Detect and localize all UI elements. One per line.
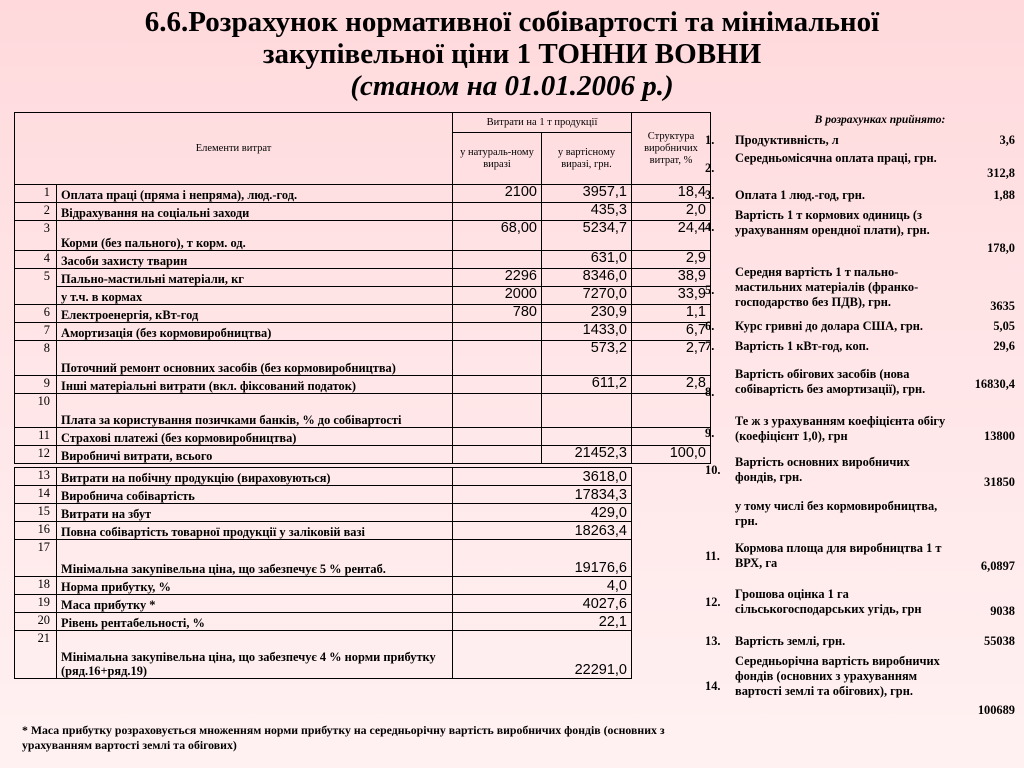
row-number: 2 xyxy=(15,203,57,221)
structure-value xyxy=(632,394,711,428)
empty-cell xyxy=(632,595,711,613)
cost-value: 22291,0 xyxy=(453,631,632,679)
assumption-number: 1. xyxy=(705,133,715,147)
structure-value: 6,7 xyxy=(632,323,711,341)
cost-value: 429,0 xyxy=(453,504,632,522)
row-number xyxy=(15,287,57,305)
assumption-number: 4. xyxy=(705,220,715,234)
cost-value: 18263,4 xyxy=(453,522,632,540)
table-row xyxy=(15,613,711,631)
assumption-value: 29,6 xyxy=(993,339,1015,353)
assumption-text: Середня вартість 1 т пально-мастильних матеріалів (франко-господарство без ПДВ), грн. xyxy=(735,265,919,309)
natural-value: 68,00 xyxy=(453,221,542,251)
cost-value: 573,2 xyxy=(542,341,632,376)
row-number: 14 xyxy=(15,486,57,504)
row-label: Електроенергія, кВт-год xyxy=(57,305,453,323)
assumption-text: Те ж з урахуванням коефіцієнта обігу (коефіцієнт 1,0), грн xyxy=(735,414,946,443)
natural-value xyxy=(453,251,542,269)
assumption-number: 12. xyxy=(705,595,721,609)
row-number: 21 xyxy=(15,631,57,679)
row-label: Повна собівартість товарної продукції у заліковій вазі xyxy=(57,522,453,540)
structure-value: 2,9 xyxy=(632,251,711,269)
empty-cell xyxy=(632,631,711,679)
row-label: у т.ч. в кормах xyxy=(57,287,453,305)
empty-cell xyxy=(632,468,711,486)
row-number: 11 xyxy=(15,428,57,446)
row-number: 13 xyxy=(15,468,57,486)
cost-value: 4,0 xyxy=(453,577,632,595)
assumption-number: 2. xyxy=(705,161,715,175)
header-costs: Витрати на 1 т продукції xyxy=(453,113,632,133)
table-row xyxy=(15,203,711,221)
row-number: 12 xyxy=(15,446,57,464)
row-number: 8 xyxy=(15,341,57,376)
row-number: 17 xyxy=(15,540,57,577)
structure-value: 2,7 xyxy=(632,341,711,376)
table-row xyxy=(15,376,711,394)
cost-value xyxy=(542,428,632,446)
natural-value: 2100 xyxy=(453,185,542,203)
assumption-text: у тому числі без кормовиробництва, грн. xyxy=(735,499,938,528)
row-number: 6 xyxy=(15,305,57,323)
assumption-number: 9. xyxy=(705,426,715,440)
row-number: 9 xyxy=(15,376,57,394)
assumption-number: 5. xyxy=(705,283,715,297)
assumption-text: Вартість 1 т кормових одиниць (з урахуванням орендної плати), грн. xyxy=(735,208,930,237)
header-natural: у натураль-ному виразі xyxy=(453,133,542,185)
row-label: Мінімальна закупівельна ціна, що забезпечує 4 % норми прибутку (ряд.16+ряд.19) xyxy=(57,631,453,679)
row-number: 18 xyxy=(15,577,57,595)
assumption-number: 6. xyxy=(705,319,715,333)
row-label: Пально-мастильні матеріали, кг xyxy=(57,269,453,287)
assumption-text: Кормова площа для виробництва 1 т ВРХ, га xyxy=(735,541,942,570)
natural-value: 2000 xyxy=(453,287,542,305)
cost-value xyxy=(542,394,632,428)
empty-cell xyxy=(632,486,711,504)
title-line-3: (станом на 01.01.2006 р.) xyxy=(350,70,674,102)
row-label: Рівень рентабельності, % xyxy=(57,613,453,631)
table-row xyxy=(15,446,711,464)
row-number: 15 xyxy=(15,504,57,522)
row-label: Виробнича собівартість xyxy=(57,486,453,504)
title-line-1: 6.6.Розрахунок нормативної собівартості та мінімальної xyxy=(144,6,880,38)
assumptions-panel xyxy=(701,113,1019,717)
natural-value xyxy=(453,394,542,428)
assumption-text: Вартість обігових засобів (нова собівартість без амортизації), грн. xyxy=(735,367,926,396)
assumption-value: 100689 xyxy=(977,703,1015,717)
assumption-number: 7. xyxy=(705,339,715,353)
assumption-value: 16830,4 xyxy=(974,377,1015,391)
natural-value xyxy=(453,376,542,394)
assumption-text: Вартість землі, грн. xyxy=(735,634,846,648)
assumption-value: 5,05 xyxy=(993,319,1015,333)
header-value: у вартісному виразі, грн. xyxy=(542,133,632,185)
cost-value: 611,2 xyxy=(542,376,632,394)
assumptions-heading: В розрахунках прийнято: xyxy=(814,114,946,126)
structure-value xyxy=(632,428,711,446)
cost-value: 3618,0 xyxy=(453,468,632,486)
row-label: Страхові платежі (без кормовиробництва) xyxy=(57,428,453,446)
natural-value xyxy=(453,203,542,221)
row-label: Корми (без пального), т корм. од. xyxy=(57,221,453,251)
cost-value: 22,1 xyxy=(453,613,632,631)
natural-value xyxy=(453,341,542,376)
assumption-value: 13800 xyxy=(984,429,1015,443)
assumption-text: Середньорічна вартість виробничих фондів (основних з урахуванням вартості землі та обігових), грн. xyxy=(735,654,940,698)
assumption-number: 8. xyxy=(705,385,715,399)
empty-cell xyxy=(632,504,711,522)
assumption-number: 13. xyxy=(705,634,721,648)
cost-value: 3957,1 xyxy=(542,185,632,203)
title-line-2: закупівельної ціни 1 ТОННИ ВОВНИ xyxy=(262,38,762,70)
structure-value: 2,0 xyxy=(632,203,711,221)
cost-value: 435,3 xyxy=(542,203,632,221)
assumption-text: Вартість 1 кВт-год, коп. xyxy=(735,339,869,353)
table-row xyxy=(15,577,711,595)
assumption-number: 3. xyxy=(705,188,715,202)
structure-value: 100,0 xyxy=(632,446,711,464)
assumption-text: Курс гривні до долара США, грн. xyxy=(735,319,924,333)
natural-value xyxy=(453,428,542,446)
row-label: Інші матеріальні витрати (вкл. фіксований податок) xyxy=(57,376,453,394)
assumption-text: Продуктивність, л xyxy=(735,133,839,147)
row-label: Поточний ремонт основних засобів (без кормовиробництва) xyxy=(57,341,453,376)
structure-value: 24,4 xyxy=(632,221,711,251)
row-label: Витрати на побічну продукцію (вираховуються) xyxy=(57,468,453,486)
cost-value: 230,9 xyxy=(542,305,632,323)
header-structure: Структура виробничих витрат, % xyxy=(632,113,711,185)
table-row xyxy=(15,287,711,305)
table-row xyxy=(15,305,711,323)
footnote: * Маса прибутку розраховується множенням норми прибутку на середньорічну вартість виробничих фондів (основних з урахуванням вартості землі та обігових) xyxy=(22,723,665,752)
assumption-number: 11. xyxy=(705,549,720,563)
assumption-value: 6,0897 xyxy=(980,559,1015,573)
assumption-value: 312,8 xyxy=(987,166,1015,180)
table-row xyxy=(15,341,711,376)
table-row xyxy=(15,631,711,679)
table-row xyxy=(15,504,711,522)
cost-value: 4027,6 xyxy=(453,595,632,613)
row-label: Витрати на збут xyxy=(57,504,453,522)
cost-value: 21452,3 xyxy=(542,446,632,464)
table-row xyxy=(15,522,711,540)
cost-table xyxy=(14,112,711,679)
cost-value: 8346,0 xyxy=(542,269,632,287)
cost-value: 19176,6 xyxy=(453,540,632,577)
table-row xyxy=(15,251,711,269)
table-row xyxy=(15,486,711,504)
empty-cell xyxy=(632,613,711,631)
natural-value: 780 xyxy=(453,305,542,323)
row-number: 10 xyxy=(15,394,57,428)
assumption-text: Грошова оцінка 1 га сільськогосподарських угідь, грн xyxy=(735,587,922,616)
assumption-value: 178,0 xyxy=(987,241,1015,255)
row-number: 16 xyxy=(15,522,57,540)
assumption-value: 9038 xyxy=(990,604,1015,618)
assumption-value: 3,6 xyxy=(999,133,1015,147)
row-label: Виробничі витрати, всього xyxy=(57,446,453,464)
table-row xyxy=(15,394,711,428)
assumption-text: Вартість основних виробничих фондів, грн. xyxy=(735,455,910,484)
cost-value: 7270,0 xyxy=(542,287,632,305)
table-row xyxy=(15,468,711,486)
header-elements: Елементи витрат xyxy=(15,113,453,185)
table-row xyxy=(15,540,711,577)
assumption-value: 31850 xyxy=(984,475,1015,489)
natural-value xyxy=(453,446,542,464)
row-label: Відрахування на соціальні заходи xyxy=(57,203,453,221)
table-row xyxy=(15,269,711,287)
empty-cell xyxy=(632,540,711,577)
row-label: Оплата праці (пряма і непряма), люд.-год. xyxy=(57,185,453,203)
row-label: Норма прибутку, % xyxy=(57,577,453,595)
natural-value xyxy=(453,323,542,341)
cost-value: 17834,3 xyxy=(453,486,632,504)
row-label: Маса прибутку * xyxy=(57,595,453,613)
assumption-text: Оплата 1 люд.-год, грн. xyxy=(735,188,866,202)
table-row xyxy=(15,323,711,341)
structure-value: 1,1 xyxy=(632,305,711,323)
assumption-value: 3635 xyxy=(990,299,1015,313)
cost-value: 1433,0 xyxy=(542,323,632,341)
row-label: Мінімальна закупівельна ціна, що забезпечує 5 % рентаб. xyxy=(57,540,453,577)
row-number: 4 xyxy=(15,251,57,269)
structure-value: 33,9 xyxy=(632,287,711,305)
assumption-number: 10. xyxy=(705,463,721,477)
cost-value: 5234,7 xyxy=(542,221,632,251)
structure-value: 38,9 xyxy=(632,269,711,287)
row-number: 3 xyxy=(15,221,57,251)
page-title xyxy=(0,6,1024,102)
assumption-value: 55038 xyxy=(984,634,1015,648)
row-number: 19 xyxy=(15,595,57,613)
assumption-number: 14. xyxy=(705,679,721,693)
table-row xyxy=(15,221,711,251)
natural-value: 2296 xyxy=(453,269,542,287)
assumption-value: 1,88 xyxy=(993,188,1015,202)
assumption-text: Середньомісячна оплата праці, грн. xyxy=(735,151,937,165)
table-row xyxy=(15,595,711,613)
row-label: Амортизація (без кормовиробництва) xyxy=(57,323,453,341)
row-number: 7 xyxy=(15,323,57,341)
row-number: 5 xyxy=(15,269,57,287)
row-label: Плата за користування позичками банків, % до собівартості xyxy=(57,394,453,428)
structure-value: 18,4 xyxy=(632,185,711,203)
row-number: 1 xyxy=(15,185,57,203)
structure-value: 2,8 xyxy=(632,376,711,394)
empty-cell xyxy=(632,577,711,595)
cost-value: 631,0 xyxy=(542,251,632,269)
empty-cell xyxy=(632,522,711,540)
table-row xyxy=(15,428,711,446)
table-row xyxy=(15,185,711,203)
row-label: Засоби захисту тварин xyxy=(57,251,453,269)
row-number: 20 xyxy=(15,613,57,631)
